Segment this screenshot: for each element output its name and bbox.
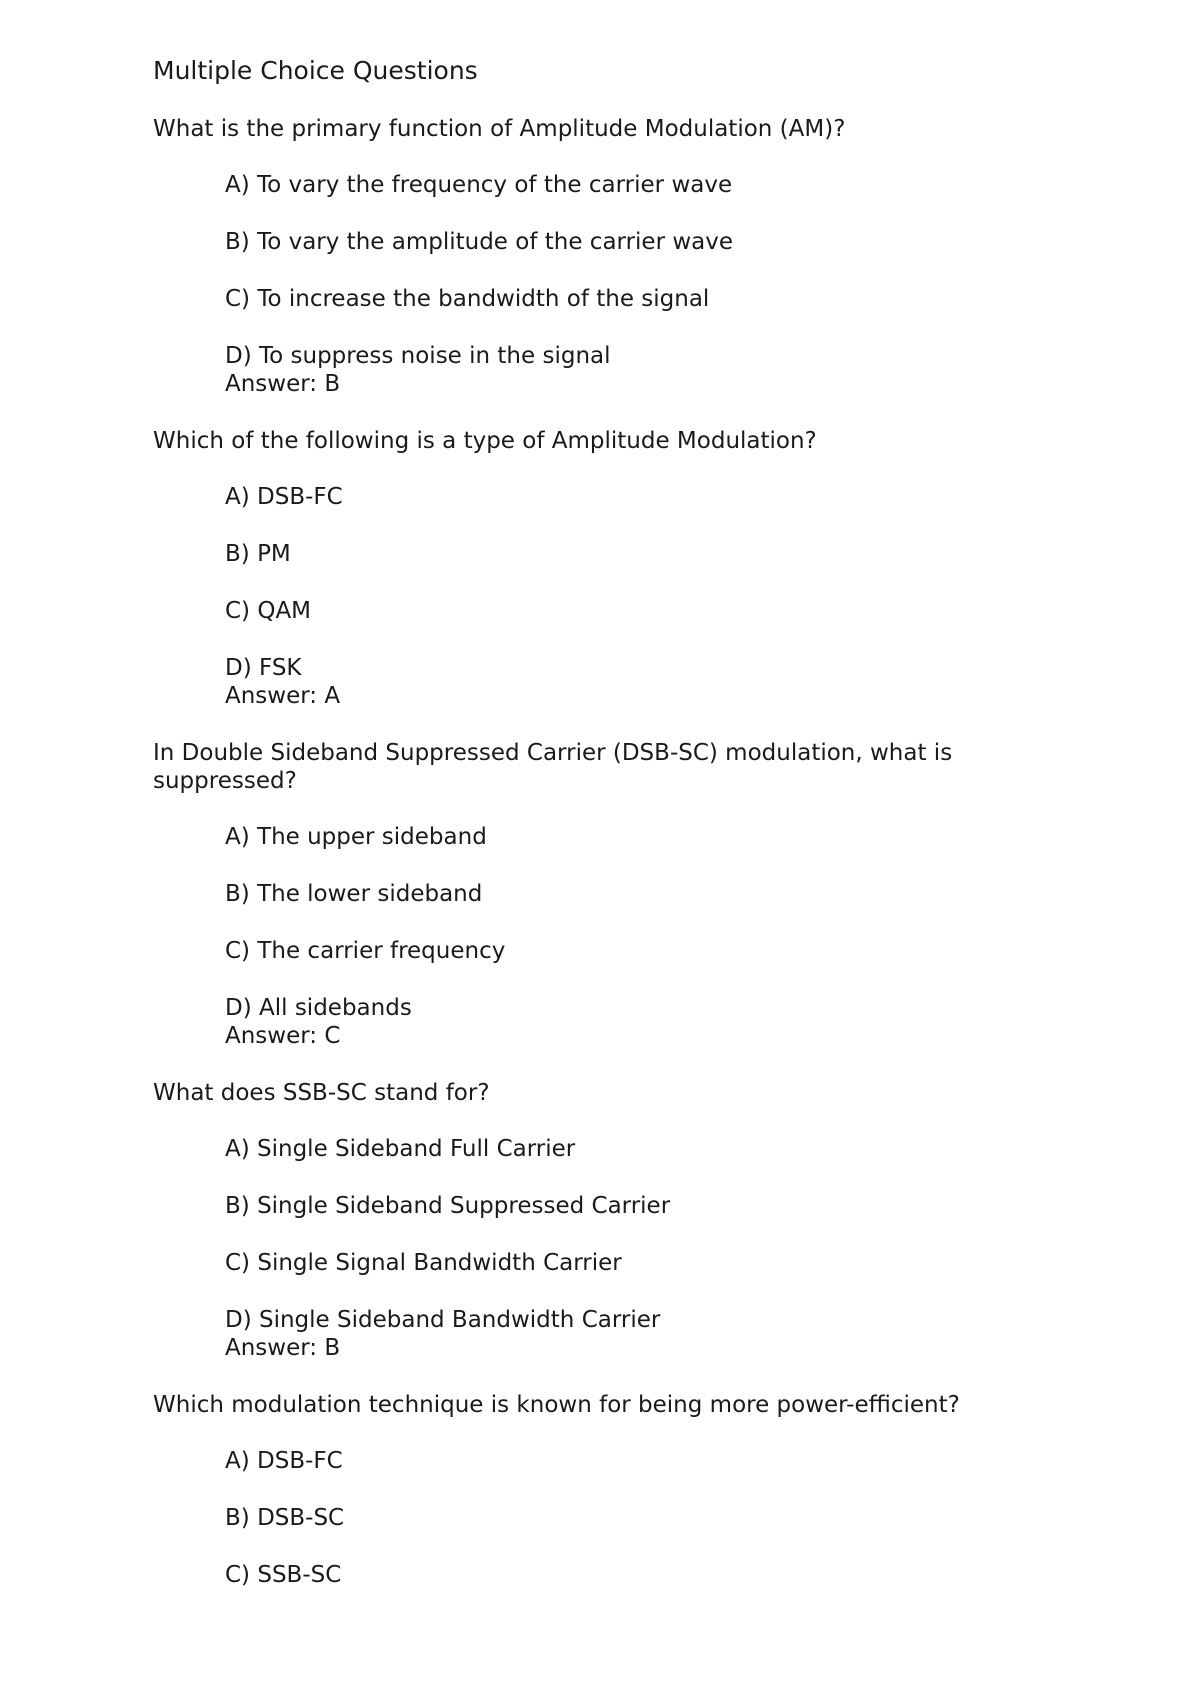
answer-line: Answer: A — [225, 683, 341, 709]
option-c: C) Single Signal Bandwidth Carrier — [225, 1250, 622, 1276]
option-d: D) FSK — [225, 655, 302, 681]
option-c: C) SSB-SC — [225, 1562, 342, 1588]
option-b: B) Single Sideband Suppressed Carrier — [225, 1193, 671, 1219]
option-c: C) QAM — [225, 598, 312, 624]
option-d: D) To suppress noise in the signal — [225, 343, 611, 369]
answer-line: Answer: C — [225, 1023, 341, 1049]
question-text: Which modulation technique is known for being more power-efficient? — [153, 1392, 960, 1418]
option-b: B) PM — [225, 541, 291, 567]
option-a: A) The upper sideband — [225, 824, 487, 850]
option-list — [153, 1135, 1053, 1334]
option-list — [153, 1447, 1053, 1589]
question-text: What does SSB-SC stand for? — [153, 1080, 490, 1106]
option-b: B) The lower sideband — [225, 881, 483, 907]
option-c: C) The carrier frequency — [225, 938, 506, 964]
answer-line: Answer: B — [225, 1335, 341, 1361]
question-text: In Double Sideband Suppressed Carrier (DSB-SC) modulation, what is suppressed? — [153, 740, 953, 794]
option-c: C) To increase the bandwidth of the signal — [225, 286, 710, 312]
option-a: A) DSB-FC — [225, 1448, 343, 1474]
question-1 — [153, 115, 1053, 398]
question-5 — [153, 1391, 1053, 1589]
option-d: D) All sidebands — [225, 995, 412, 1021]
option-list — [153, 483, 1053, 682]
option-list — [153, 823, 1053, 1022]
answer-line: Answer: B — [225, 371, 341, 397]
option-a: A) DSB-FC — [225, 484, 343, 510]
option-d: D) Single Sideband Bandwidth Carrier — [225, 1307, 661, 1333]
question-4 — [153, 1079, 1053, 1362]
question-3 — [153, 739, 1053, 1050]
option-a: A) To vary the frequency of the carrier wave — [225, 172, 733, 198]
option-a: A) Single Sideband Full Carrier — [225, 1136, 576, 1162]
document-title: Multiple Choice Questions — [153, 56, 478, 85]
option-b: B) To vary the amplitude of the carrier wave — [225, 229, 734, 255]
document-page — [153, 56, 1053, 1618]
question-2 — [153, 427, 1053, 710]
question-text: What is the primary function of Amplitude Modulation (AM)? — [153, 116, 846, 142]
option-list — [153, 171, 1053, 370]
option-b: B) DSB-SC — [225, 1505, 345, 1531]
question-text: Which of the following is a type of Amplitude Modulation? — [153, 428, 817, 454]
